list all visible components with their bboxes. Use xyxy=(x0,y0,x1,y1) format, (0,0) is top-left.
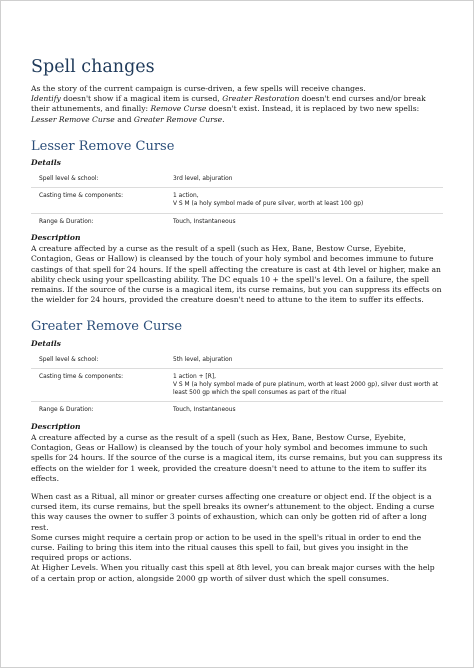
greater-heading: Greater Remove Curse xyxy=(31,319,183,335)
greater-details-label: Details xyxy=(31,339,61,349)
intro-lesser: Lesser Remove Curse xyxy=(31,114,115,124)
detail-key: Range & Duration: xyxy=(31,402,165,419)
intro-line1: As the story of the current campaign is curse-driven, a few spells will receive changes. xyxy=(31,84,366,93)
lesser-details-table xyxy=(31,171,443,230)
table-row xyxy=(31,352,443,369)
lesser-description: A creature affected by a curse as the result of a spell (such as Hex, Bane, Bestow Curse, Eyebite, Contagion, Geas or Hallow) is cleansed by the touch of your holy symbol and becomes immune to future castings of that spell for 24 hours. If the spell affecting the creature is cast at 4th level or higher, make an ability check using your spellcasting ability. The DC equals 10 + the spell's level. On a failure, the spell remains. If the source of the curse is a magical item, its curse remains, but you can suppress its effects on the wielder for 24 hours, provided the creature doesn't need to attune to the item to suffer its effects. xyxy=(31,244,442,305)
intro-greater: Greater Remove Curse xyxy=(133,114,223,124)
intro-identify: Identify xyxy=(31,94,61,104)
greater-details-table xyxy=(31,352,443,419)
lesser-heading: Lesser Remove Curse xyxy=(31,138,175,154)
intro-text: doesn't exist. Instead, it is replaced by two new spells: xyxy=(206,104,420,114)
detail-line: Touch, Instantaneous xyxy=(173,407,236,414)
intro-greater-restoration: Greater Restoration xyxy=(222,94,300,104)
detail-key: Casting time & components: xyxy=(31,368,165,402)
detail-value xyxy=(165,402,443,419)
lesser-description-label: Description xyxy=(31,232,81,242)
detail-value xyxy=(165,213,443,230)
intro-text: . xyxy=(222,114,225,124)
table-row xyxy=(31,213,443,230)
intro-text: doesn't end curses and/or break their attunements, and finally: xyxy=(31,94,426,114)
lesser-details-label: Details xyxy=(31,158,61,168)
detail-key: Spell level & school: xyxy=(39,175,99,182)
detail-line: V S M (a holy symbol made of pure silver, worth at least 100 gp) xyxy=(173,201,364,208)
detail-key: Range & Duration: xyxy=(31,213,165,230)
greater-higher-levels-paragraph: At Higher Levels. When you ritually cast this spell at 8th level, you can break major curses with the help of a certain prop or action, alongside 2000 gp worth of silver dust which the spell consumes. xyxy=(31,563,435,583)
detail-value xyxy=(165,352,443,369)
intro-text: and xyxy=(114,114,134,124)
intro-remove-curse: Remove Curse xyxy=(150,104,207,114)
table-row xyxy=(31,402,443,419)
detail-line: V S M (a holy symbol made of pure platinum, worth at least 2000 gp), silver dust worth at least 500 gp which the spell consumes as part of the ritual xyxy=(173,381,439,397)
detail-line: Touch, Instantaneous xyxy=(173,218,236,225)
detail-line: 5th level, abjuration xyxy=(173,356,233,363)
detail-line: 1 action, xyxy=(173,193,199,200)
paragraph-gap xyxy=(31,484,443,492)
table-row xyxy=(31,368,443,402)
intro-paragraph xyxy=(31,84,443,125)
table-row xyxy=(31,171,443,188)
greater-description: A creature affected by a curse as the result of a spell (such as Hex, Bane, Bestow Curse, Eyebite, Contagion, Geas or Hallow) is cleansed by the touch of your holy symbol and becomes immune to such spells for 24 hours. If the source of the curse is a magical item, its curse remains, but you can suppress its effects on the wielder for 1 week, provided the creature doesn't need to attune to the item to suffer its effects. xyxy=(31,433,443,483)
detail-key: Casting time & components: xyxy=(31,188,165,213)
detail-key: Spell level & school: xyxy=(39,356,99,363)
intro-text: doesn't show if a magical item is cursed, xyxy=(60,94,223,104)
detail-value xyxy=(165,188,443,213)
detail-value xyxy=(165,171,443,188)
greater-ritual-paragraph: When cast as a Ritual, all minor or greater curses affecting one creature or object end. If the object is a cursed item, its curse remains, but the spell breaks its owner's attunement to the object. Ending a curse this way causes the owner to suffer 3 points of exhaustion, which can only be gotten rid of after a long rest. xyxy=(31,492,435,532)
greater-description-label: Description xyxy=(31,421,81,431)
table-row xyxy=(31,188,443,213)
detail-line: 3rd level, abjuration xyxy=(173,175,233,182)
detail-line: 1 action + [R], xyxy=(173,373,216,380)
page-title: Spell changes xyxy=(31,57,155,77)
detail-value xyxy=(165,368,443,402)
greater-props-paragraph: Some curses might require a certain prop or action to be used in the spell's ritual in order to end the curse. Failing to bring this item into the ritual causes this spell to fail, but gives you insight in the required props or actions. xyxy=(31,532,422,563)
